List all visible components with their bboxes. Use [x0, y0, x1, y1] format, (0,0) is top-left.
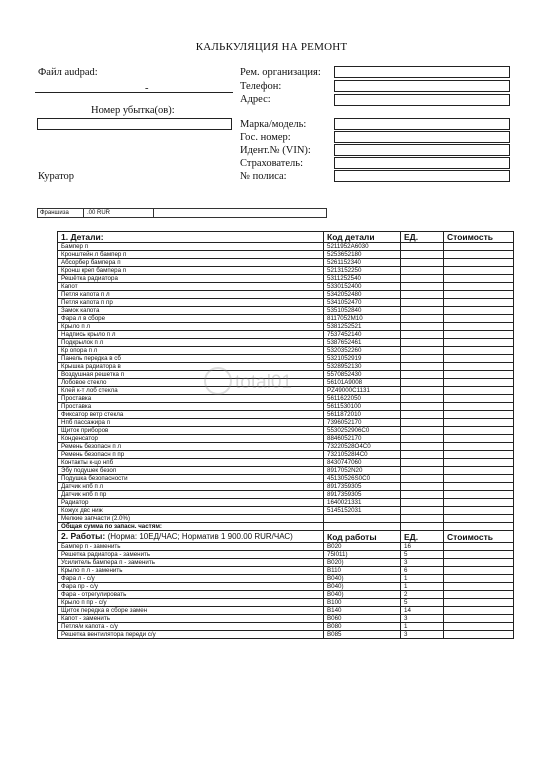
- part-name: Радиатор: [58, 499, 324, 507]
- work-unit: 14: [401, 607, 444, 615]
- part-code: 5321052919: [324, 355, 401, 363]
- part-unit: [401, 467, 444, 475]
- table-row: [58, 307, 514, 315]
- work-code: B100: [324, 599, 401, 607]
- table-row: [58, 551, 514, 559]
- part-unit: [401, 443, 444, 451]
- table-row: [58, 491, 514, 499]
- works-header-row: [58, 531, 514, 543]
- franchise-value: .00 RUR: [87, 210, 111, 216]
- part-unit: [401, 483, 444, 491]
- phone-field[interactable]: [334, 80, 510, 92]
- part-unit: [401, 355, 444, 363]
- part-cost: [444, 347, 514, 355]
- works-norm: (Норма: 10ЕД/ЧАС; Норматив 1 900.00 RUR/ЧАС): [107, 532, 293, 541]
- parts-header-row: [58, 232, 514, 243]
- table-row: [58, 323, 514, 331]
- part-cost: [444, 451, 514, 459]
- work-name: Решетка радиатора - заменить: [58, 551, 324, 559]
- part-unit: [401, 291, 444, 299]
- table-row: [58, 515, 514, 523]
- work-unit: 1: [401, 623, 444, 631]
- part-unit: [401, 491, 444, 499]
- table-row: [58, 483, 514, 491]
- part-code: 5330152400: [324, 283, 401, 291]
- part-cost: [444, 355, 514, 363]
- part-name: Датчик нпб п л: [58, 483, 324, 491]
- part-name: Капот: [58, 283, 324, 291]
- work-name: Бампер п - заменить: [58, 543, 324, 551]
- part-name: Панель передка в сб: [58, 355, 324, 363]
- part-code: 5530252906C0: [324, 427, 401, 435]
- franchise-label: Франшиза: [40, 210, 69, 216]
- part-name: Решётка радиатора: [58, 275, 324, 283]
- work-unit: 5: [401, 551, 444, 559]
- page-title: КАЛЬКУЛЯЦИЯ НА РЕМОНТ: [195, 41, 348, 53]
- part-code: 73210528I4C0: [324, 451, 401, 459]
- table-row: [58, 567, 514, 575]
- part-cost: [444, 299, 514, 307]
- table-row: [58, 631, 514, 639]
- table-row: [58, 283, 514, 291]
- part-unit: [401, 347, 444, 355]
- work-code: B040): [324, 583, 401, 591]
- parts-col-code: Код детали: [324, 232, 401, 243]
- table-row: [58, 291, 514, 299]
- part-cost: [444, 499, 514, 507]
- part-code: 8430747060: [324, 459, 401, 467]
- part-code: 5145152031: [324, 507, 401, 515]
- work-name: Щиток передка в сборе замен: [58, 607, 324, 615]
- work-name: Фара пр - с/у: [58, 583, 324, 591]
- part-name: Фара л в сборе: [58, 315, 324, 323]
- table-row: [58, 623, 514, 631]
- part-unit: [401, 459, 444, 467]
- work-unit: 3: [401, 615, 444, 623]
- part-cost: [444, 331, 514, 339]
- part-unit: [401, 419, 444, 427]
- part-name: Кр опора п л: [58, 347, 324, 355]
- part-cost: [444, 275, 514, 283]
- table-row: [58, 459, 514, 467]
- part-code: 7396052170: [324, 419, 401, 427]
- work-code: B020: [324, 543, 401, 551]
- part-unit: [401, 451, 444, 459]
- part-name: Абсорбер бампера п: [58, 259, 324, 267]
- work-name: Крыло п пр - с/у: [58, 599, 324, 607]
- work-name: Капот - заменить: [58, 615, 324, 623]
- part-cost: [444, 483, 514, 491]
- part-name: Бампер п: [58, 243, 324, 251]
- table-row: [58, 499, 514, 507]
- part-name: Подкрылок п л: [58, 339, 324, 347]
- vin-label: Идент.№ (VIN):: [240, 145, 311, 156]
- work-cost: [444, 567, 514, 575]
- parts-sum-unit: [401, 523, 444, 531]
- part-unit: [401, 403, 444, 411]
- part-cost: [444, 443, 514, 451]
- table-row: [58, 347, 514, 355]
- part-cost: [444, 491, 514, 499]
- part-code: 1640021331: [324, 499, 401, 507]
- part-code: 5320352260: [324, 347, 401, 355]
- part-cost: [444, 339, 514, 347]
- part-name: Клей к-т лоб стекла: [58, 387, 324, 395]
- phone-label: Телефон:: [240, 81, 282, 92]
- part-code: 8917052N20: [324, 467, 401, 475]
- work-name: Крыло п л - заменить: [58, 567, 324, 575]
- part-cost: [444, 475, 514, 483]
- work-cost: [444, 615, 514, 623]
- part-code: 5611872010: [324, 411, 401, 419]
- part-name: Петля капота п л: [58, 291, 324, 299]
- part-code: 5611622050: [324, 395, 401, 403]
- part-name: Датчик нпб п пр: [58, 491, 324, 499]
- part-unit: [401, 267, 444, 275]
- table-row: [58, 355, 514, 363]
- vin-field[interactable]: [334, 144, 510, 156]
- part-name: Проставка: [58, 395, 324, 403]
- table-row: [58, 243, 514, 251]
- part-cost: [444, 315, 514, 323]
- work-name: Петля/и капота - с/у: [58, 623, 324, 631]
- part-code: 45130526S0C0: [324, 475, 401, 483]
- part-name: Проставка: [58, 403, 324, 411]
- part-unit: [401, 427, 444, 435]
- table-row: [58, 615, 514, 623]
- part-name: Ремень безопасн п пр: [58, 451, 324, 459]
- part-cost: [444, 283, 514, 291]
- table-row: [58, 507, 514, 515]
- table-row: [58, 599, 514, 607]
- part-name: Ремень безопасн п л: [58, 443, 324, 451]
- work-code: B085: [324, 631, 401, 639]
- part-cost: [444, 435, 514, 443]
- work-cost: [444, 623, 514, 631]
- work-cost: [444, 631, 514, 639]
- part-cost: [444, 251, 514, 259]
- table-row: [58, 467, 514, 475]
- table-row: [58, 275, 514, 283]
- part-cost: [444, 307, 514, 315]
- file-label: Файл audpad:: [38, 67, 98, 78]
- table-row: [58, 607, 514, 615]
- curator-label: Куратор: [38, 171, 75, 182]
- part-code: 5570852430: [324, 371, 401, 379]
- table-row: [58, 251, 514, 259]
- calculation-table: [57, 231, 514, 639]
- table-row: [58, 259, 514, 267]
- address-field[interactable]: [334, 94, 510, 106]
- part-unit: [401, 331, 444, 339]
- parts-col-cost: Стоимость: [444, 232, 514, 243]
- part-unit: [401, 363, 444, 371]
- work-code: B060: [324, 615, 401, 623]
- part-unit: [401, 387, 444, 395]
- part-cost: [444, 395, 514, 403]
- part-cost: [444, 411, 514, 419]
- parts-sum-code: [324, 523, 401, 531]
- part-cost: [444, 243, 514, 251]
- part-cost: [444, 259, 514, 267]
- part-name: Надпись крыло п л: [58, 331, 324, 339]
- part-code: 8917359305: [324, 483, 401, 491]
- table-row: [58, 403, 514, 411]
- work-cost: [444, 543, 514, 551]
- part-cost: [444, 507, 514, 515]
- work-unit: 6: [401, 567, 444, 575]
- calculation-table-body: [58, 232, 514, 639]
- works-title: 2. Работы:: [61, 531, 106, 541]
- part-unit: [401, 259, 444, 267]
- franchise-divider: [83, 209, 84, 217]
- works-title-cell: [58, 531, 324, 543]
- parts-sum-label: Общая сумма по запасн. частям:: [58, 523, 324, 531]
- part-name: Крыло п л: [58, 323, 324, 331]
- part-code: 5213152250: [324, 267, 401, 275]
- part-name: Эбу подушек безоп: [58, 467, 324, 475]
- table-row: [58, 451, 514, 459]
- table-row: [58, 267, 514, 275]
- part-code: 7537452140: [324, 331, 401, 339]
- part-code: 8117052M10: [324, 315, 401, 323]
- part-code: 5342052480: [324, 291, 401, 299]
- part-code: 5211952A6030: [324, 243, 401, 251]
- part-name: Подушка безопасности: [58, 475, 324, 483]
- work-cost: [444, 599, 514, 607]
- part-cost: [444, 291, 514, 299]
- file-value: -: [145, 83, 149, 94]
- table-row: [58, 559, 514, 567]
- repair-org-label: Рем. организация:: [240, 67, 321, 78]
- part-code: PZ49000C1131: [324, 387, 401, 395]
- table-row: [58, 411, 514, 419]
- part-name: Петля капота п пр: [58, 299, 324, 307]
- watermark-circle-icon: [205, 368, 231, 394]
- part-code: 8846052170: [324, 435, 401, 443]
- part-unit: [401, 299, 444, 307]
- repair-org-field[interactable]: [334, 66, 510, 78]
- part-code: 73220528O4C0: [324, 443, 401, 451]
- part-cost: [444, 267, 514, 275]
- address-label: Адрес:: [240, 94, 271, 105]
- part-cost: [444, 403, 514, 411]
- work-name: Фара л - с/у: [58, 575, 324, 583]
- damage-number-label: Номер убытка(ов):: [91, 105, 175, 116]
- part-name: Мелкие запчасти (2.0%): [58, 515, 324, 523]
- part-unit: [401, 315, 444, 323]
- part-code: 5261152340: [324, 259, 401, 267]
- watermark-logo: [203, 364, 333, 398]
- work-cost: [444, 551, 514, 559]
- table-row: [58, 475, 514, 483]
- part-code: 5611530100: [324, 403, 401, 411]
- work-unit: 3: [401, 559, 444, 567]
- work-name: Фара - отрегулировать: [58, 591, 324, 599]
- work-cost: [444, 607, 514, 615]
- part-cost: [444, 419, 514, 427]
- part-cost: [444, 467, 514, 475]
- reg-number-field[interactable]: [334, 131, 510, 143]
- model-label: Марка/модель:: [240, 119, 307, 130]
- part-unit: [401, 507, 444, 515]
- work-unit: 2: [401, 591, 444, 599]
- parts-title: 1. Детали:: [58, 232, 324, 243]
- work-name: Усилитель бампера п - заменить: [58, 559, 324, 567]
- work-code: 75I011): [324, 551, 401, 559]
- part-code: 5328952130: [324, 363, 401, 371]
- work-cost: [444, 583, 514, 591]
- part-cost: [444, 515, 514, 523]
- table-row: [58, 575, 514, 583]
- part-cost: [444, 459, 514, 467]
- part-unit: [401, 411, 444, 419]
- policy-field[interactable]: [334, 170, 510, 182]
- part-cost: [444, 371, 514, 379]
- part-unit: [401, 371, 444, 379]
- part-name: Кронш креп бампера п: [58, 267, 324, 275]
- work-code: B020): [324, 559, 401, 567]
- franchise-divider: [153, 209, 154, 217]
- part-unit: [401, 379, 444, 387]
- part-name: Кожух двс ниж: [58, 507, 324, 515]
- table-row: [58, 543, 514, 551]
- work-cost: [444, 575, 514, 583]
- part-name: Крышка радиатора в: [58, 363, 324, 371]
- work-cost: [444, 559, 514, 567]
- part-unit: [401, 251, 444, 259]
- work-code: B080: [324, 623, 401, 631]
- part-code: 5351052840: [324, 307, 401, 315]
- part-name: Воздушная решетка п: [58, 371, 324, 379]
- work-code: B110: [324, 567, 401, 575]
- table-row: [58, 339, 514, 347]
- part-code: 5311252540: [324, 275, 401, 283]
- part-unit: [401, 515, 444, 523]
- part-unit: [401, 339, 444, 347]
- part-name: Контакты к-цо нпб: [58, 459, 324, 467]
- work-unit: 3: [401, 631, 444, 639]
- part-unit: [401, 307, 444, 315]
- part-code: 5381252521: [324, 323, 401, 331]
- part-cost: [444, 427, 514, 435]
- part-name: Лобовое стекло: [58, 379, 324, 387]
- model-field[interactable]: [334, 118, 510, 130]
- table-row: [58, 419, 514, 427]
- table-row: [58, 443, 514, 451]
- table-row: [58, 435, 514, 443]
- part-cost: [444, 387, 514, 395]
- insurer-field[interactable]: [334, 157, 510, 169]
- part-name: Нпб пассажира п: [58, 419, 324, 427]
- part-name: Кронштейн л бампер п: [58, 251, 324, 259]
- table-row: [58, 583, 514, 591]
- part-name: Щиток приборов: [58, 427, 324, 435]
- part-code: [324, 515, 401, 523]
- part-unit: [401, 283, 444, 291]
- parts-sum-row: [58, 523, 514, 531]
- part-code: 8917359305: [324, 491, 401, 499]
- work-name: Решетка вентилятора переди с/у: [58, 631, 324, 639]
- work-code: B040): [324, 575, 401, 583]
- part-unit: [401, 435, 444, 443]
- table-row: [58, 427, 514, 435]
- part-name: Замок капота: [58, 307, 324, 315]
- table-row: [58, 331, 514, 339]
- part-code: 5387652461: [324, 339, 401, 347]
- part-unit: [401, 275, 444, 283]
- insurer-label: Страхователь:: [240, 158, 303, 169]
- part-name: Фиксатор ветр стекла: [58, 411, 324, 419]
- part-code: 56101A9008: [324, 379, 401, 387]
- part-unit: [401, 243, 444, 251]
- work-unit: 1: [401, 583, 444, 591]
- works-col-code: Код работы: [324, 531, 401, 543]
- table-row: [58, 315, 514, 323]
- part-cost: [444, 379, 514, 387]
- part-code: 5341052470: [324, 299, 401, 307]
- table-row: [58, 591, 514, 599]
- work-cost: [444, 591, 514, 599]
- policy-label: № полиса:: [240, 171, 287, 182]
- part-cost: [444, 323, 514, 331]
- table-row: [58, 299, 514, 307]
- damage-number-field[interactable]: [37, 118, 232, 130]
- file-underline: [35, 92, 233, 93]
- watermark-text: total01: [235, 372, 293, 393]
- franchise-strip: [37, 208, 327, 218]
- works-col-cost: Стоимость: [444, 531, 514, 543]
- parts-sum-cost: [444, 523, 514, 531]
- part-name: Конденсатор: [58, 435, 324, 443]
- part-cost: [444, 363, 514, 371]
- works-col-unit: ЕД.: [401, 531, 444, 543]
- work-code: B040): [324, 591, 401, 599]
- part-code: 5253652180: [324, 251, 401, 259]
- work-code: B140: [324, 607, 401, 615]
- work-unit: 5: [401, 599, 444, 607]
- work-unit: 1: [401, 575, 444, 583]
- part-unit: [401, 499, 444, 507]
- part-unit: [401, 323, 444, 331]
- part-unit: [401, 395, 444, 403]
- work-unit: 16: [401, 543, 444, 551]
- parts-col-unit: ЕД.: [401, 232, 444, 243]
- reg-number-label: Гос. номер:: [240, 132, 291, 143]
- part-unit: [401, 475, 444, 483]
